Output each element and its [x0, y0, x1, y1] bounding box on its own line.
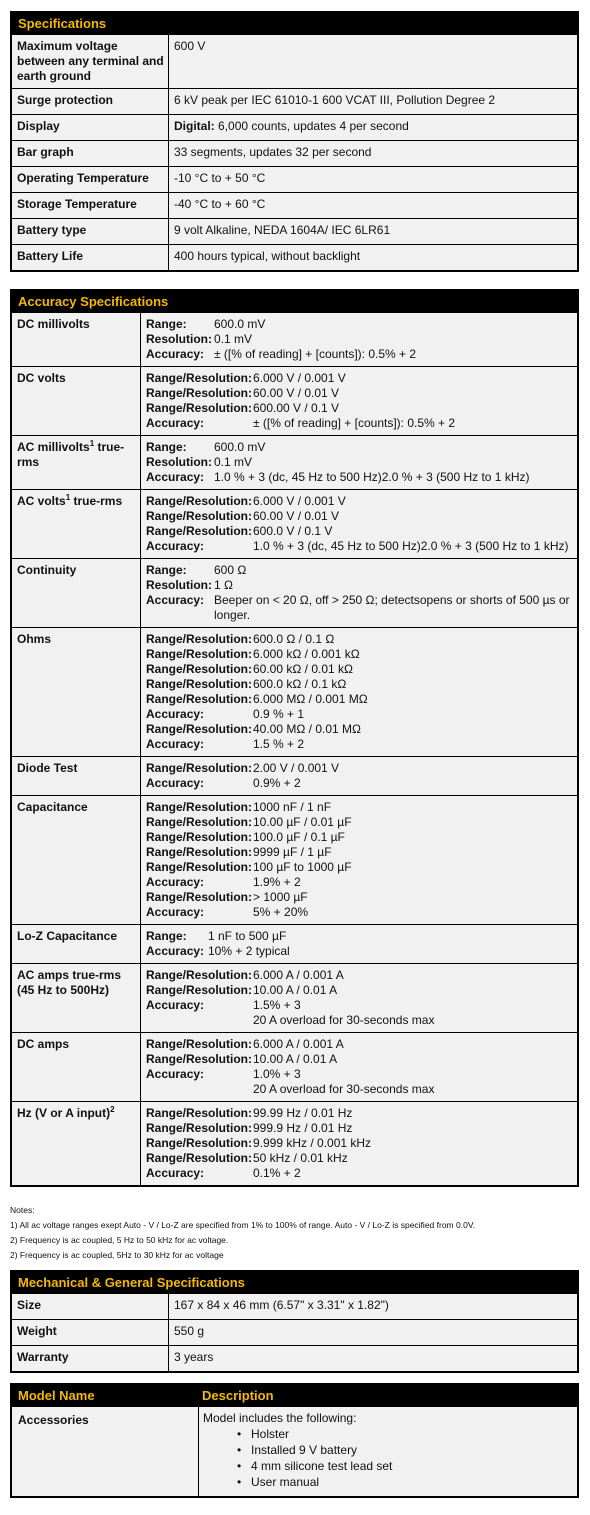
accuracy-key: Range/Resolution:	[146, 815, 253, 829]
accuracy-key	[146, 1082, 253, 1097]
accuracy-key: Range:	[146, 317, 187, 331]
accuracy-line	[146, 317, 572, 332]
accuracy-line	[146, 332, 572, 347]
spec-label: Operating Temperature	[12, 167, 169, 192]
accuracy-text: 600.00 V / 0.1 V	[253, 401, 340, 415]
accuracy-row	[12, 313, 577, 366]
accessories-intro: Model includes the following:	[203, 1411, 357, 1425]
mech-value: 167 x 84 x 46 mm (6.57" x 3.31" x 1.82")	[174, 1298, 389, 1312]
accuracy-line	[146, 998, 572, 1013]
accuracy-label-suffix: true-rms	[70, 494, 123, 508]
note-line: 2) Frequency is ac coupled, 5 Hz to 50 kHz for ac voltage.	[10, 1235, 229, 1245]
model-name-header: Model Name	[18, 1388, 95, 1403]
accuracy-row	[12, 627, 577, 756]
accuracy-text: 600 Ω	[214, 563, 247, 577]
accuracy-label-text: Capacitance	[17, 800, 88, 814]
accuracy-label	[12, 313, 141, 366]
accuracy-row	[12, 1032, 577, 1101]
accuracy-key	[146, 1013, 253, 1028]
accuracy-key: Accuracy:	[146, 539, 205, 553]
spec-value	[169, 35, 577, 88]
accuracy-value	[141, 1102, 577, 1185]
spec-row	[12, 244, 577, 270]
accuracy-value	[141, 757, 577, 795]
model-row	[12, 1407, 577, 1496]
spec-label: Bar graph	[12, 141, 169, 166]
accuracy-text: 100.0 µF / 0.1 µF	[253, 830, 345, 844]
accuracy-key: Range/Resolution:	[146, 1106, 253, 1120]
accuracy-key: Accuracy:	[146, 1067, 205, 1081]
accuracy-line	[146, 1067, 572, 1082]
accuracy-line	[146, 707, 572, 722]
accuracy-line	[146, 647, 572, 662]
accuracy-key: Range/Resolution:	[146, 662, 253, 676]
mech-row	[12, 1319, 577, 1345]
accuracy-text: 0.1% + 2	[253, 1166, 301, 1180]
accuracy-label-text: Lo-Z Capacitance	[17, 929, 118, 943]
accuracy-row	[12, 756, 577, 795]
accuracy-text: 0.1 mV	[214, 332, 253, 346]
accuracy-text: 600.0 mV	[214, 440, 266, 454]
accuracy-row	[12, 366, 577, 435]
mech-label: Size	[12, 1294, 169, 1319]
accuracy-row	[12, 795, 577, 924]
accuracy-text: 6.000 V / 0.001 V	[253, 371, 346, 385]
accuracy-line	[146, 815, 572, 830]
accessory-item: • Holster	[251, 1426, 573, 1442]
accuracy-label	[12, 1102, 141, 1185]
accuracy-line	[146, 845, 572, 860]
spec-value	[169, 245, 577, 270]
accuracy-line	[146, 1166, 572, 1181]
accuracy-key: Range/Resolution:	[146, 524, 253, 538]
mech-value: 550 g	[174, 1324, 205, 1338]
mech-label: Warranty	[12, 1346, 169, 1371]
accuracy-line	[146, 455, 572, 470]
mechanical-title: Mechanical & General Specifications	[12, 1272, 577, 1294]
accuracy-line	[146, 632, 572, 647]
accuracy-text: 0.9% + 2	[253, 776, 301, 790]
accuracy-label	[12, 628, 141, 756]
mech-row	[12, 1294, 577, 1319]
accuracy-text: 20 A overload for 30-seconds max	[253, 1082, 435, 1096]
spec-value	[169, 167, 577, 192]
accuracy-title: Accuracy Specifications	[12, 291, 577, 313]
accuracy-text: 600.0 Ω / 0.1 Ω	[253, 632, 335, 646]
accuracy-line	[146, 416, 572, 431]
accessories-description	[199, 1407, 577, 1496]
accuracy-line	[146, 494, 572, 509]
accuracy-value	[141, 1033, 577, 1101]
accuracy-key: Accuracy:	[146, 347, 205, 361]
accessory-item: • User manual	[251, 1474, 573, 1490]
accuracy-text: 20 A overload for 30-seconds max	[253, 1013, 435, 1027]
accuracy-text: 600.0 kΩ / 0.1 kΩ	[253, 677, 347, 691]
accuracy-label	[12, 796, 141, 924]
accuracy-key: Range/Resolution:	[146, 860, 253, 874]
accuracy-line	[146, 440, 572, 455]
accuracy-text: 6.000 V / 0.001 V	[253, 494, 346, 508]
accuracy-line	[146, 875, 572, 890]
accuracy-line	[146, 890, 572, 905]
note-line: Notes:	[10, 1205, 35, 1215]
accuracy-label	[12, 436, 141, 489]
footnote-ref: 2	[110, 1105, 115, 1114]
accuracy-label	[12, 1033, 141, 1101]
accuracy-key: Range/Resolution:	[146, 692, 253, 706]
accuracy-key: Accuracy:	[146, 470, 205, 484]
accuracy-key: Range/Resolution:	[146, 890, 253, 904]
accuracy-key: Range:	[146, 929, 187, 943]
accuracy-line	[146, 1052, 572, 1067]
accuracy-key: Range/Resolution:	[146, 830, 253, 844]
footnote-ref: 1	[65, 493, 71, 502]
accuracy-label-text: DC amps	[17, 1037, 70, 1051]
accuracy-line	[146, 830, 572, 845]
accuracy-text: 10.00 µF / 0.01 µF	[253, 815, 352, 829]
accuracy-line	[146, 860, 572, 875]
spec-value-text: -40 °C to + 60 °C	[174, 197, 266, 211]
spec-label: Display	[12, 115, 169, 140]
mech-row	[12, 1345, 577, 1371]
accuracy-row	[12, 963, 577, 1032]
accuracy-label-text: Diode Test	[17, 761, 78, 775]
accuracy-text: 10.00 A / 0.01 A	[253, 983, 338, 997]
accuracy-key: Range/Resolution:	[146, 494, 253, 508]
accuracy-label-text: AC amps true-rms (45 Hz to 500Hz)	[17, 968, 122, 997]
accuracy-text: 0.9 % + 1	[253, 707, 305, 721]
accuracy-text: 1 Ω	[214, 578, 233, 592]
spec-value	[169, 193, 577, 218]
mech-value: 3 years	[174, 1350, 214, 1364]
accuracy-table	[10, 289, 579, 1187]
spec-value-text: 6,000 counts, updates 4 per second	[218, 119, 409, 133]
accuracy-row	[12, 1101, 577, 1185]
accuracy-text: 99.99 Hz / 0.01 Hz	[253, 1106, 353, 1120]
accuracy-key: Range/Resolution:	[146, 401, 253, 415]
spec-value	[169, 141, 577, 166]
accuracy-value	[141, 796, 577, 924]
accuracy-label-text: Hz (V or A input)	[17, 1106, 111, 1120]
accuracy-key: Accuracy:	[146, 998, 205, 1012]
accuracy-text: 60.00 V / 0.01 V	[253, 509, 340, 523]
accuracy-value	[141, 628, 577, 756]
accuracy-line	[146, 578, 572, 593]
accuracy-line	[146, 983, 572, 998]
accuracy-key: Range:	[146, 563, 187, 577]
spec-value-text: -10 °C to + 50 °C	[174, 171, 266, 185]
accuracy-key: Resolution:	[146, 578, 212, 592]
spec-row	[12, 114, 577, 140]
accuracy-text: 1 nF to 500 µF	[208, 929, 287, 943]
accuracy-text: 6.000 A / 0.001 A	[253, 1037, 344, 1051]
accuracy-key: Accuracy:	[146, 593, 205, 607]
accessory-item: • 4 mm silicone test lead set	[251, 1458, 573, 1474]
accuracy-line	[146, 662, 572, 677]
accuracy-value	[141, 559, 577, 627]
accuracy-key: Range:	[146, 440, 187, 454]
accuracy-line	[146, 1082, 572, 1097]
accuracy-text: 40.00 MΩ / 0.01 MΩ	[253, 722, 361, 736]
model-header	[12, 1385, 577, 1407]
spec-row	[12, 140, 577, 166]
accuracy-line	[146, 677, 572, 692]
accuracy-text: 6.000 MΩ / 0.001 MΩ	[253, 692, 368, 706]
accuracy-row	[12, 435, 577, 489]
accuracy-line	[146, 539, 572, 554]
accuracy-label-suffix: true-rms	[17, 440, 125, 469]
spec-value-text: 33 segments, updates 32 per second	[174, 145, 372, 159]
accuracy-line	[146, 1037, 572, 1052]
accuracy-label	[12, 925, 141, 963]
accuracy-key: Range/Resolution:	[146, 1052, 253, 1066]
accuracy-value	[141, 964, 577, 1032]
accuracy-text: 6.000 kΩ / 0.001 kΩ	[253, 647, 360, 661]
spec-row	[12, 35, 577, 88]
accuracy-key: Range/Resolution:	[146, 761, 253, 775]
accuracy-text: 2.00 V / 0.001 V	[253, 761, 340, 775]
accuracy-line	[146, 1106, 572, 1121]
accuracy-text: 1.0 % + 3 (dc, 45 Hz to 500 Hz)2.0 % + 3 (500 Hz to 1 kHz)	[214, 470, 530, 484]
accuracy-value	[141, 313, 577, 366]
spec-label: Battery Life	[12, 245, 169, 270]
model-table	[10, 1383, 579, 1498]
accuracy-line	[146, 944, 572, 959]
accuracy-key: Range/Resolution:	[146, 632, 253, 646]
accuracy-key: Resolution:	[146, 455, 212, 469]
mech-label: Weight	[12, 1320, 169, 1345]
spec-value-text: 400 hours typical, without backlight	[174, 249, 361, 263]
accuracy-text: 10.00 A / 0.01 A	[253, 1052, 338, 1066]
accuracy-line	[146, 470, 572, 485]
accuracy-text: 0.1 mV	[214, 455, 253, 469]
accuracy-text: 1000 nF / 1 nF	[253, 800, 332, 814]
spec-label: Maximum voltage between any terminal and earth ground	[12, 35, 169, 88]
accuracy-label-text: AC volts	[17, 494, 66, 508]
accuracy-key: Resolution:	[146, 332, 212, 346]
accuracy-line	[146, 968, 572, 983]
specifications-table	[10, 11, 579, 272]
accuracy-text: ± ([% of reading] + [counts]): 0.5% + 2	[214, 347, 417, 361]
accuracy-key: Range/Resolution:	[146, 1037, 253, 1051]
accuracy-key: Range/Resolution:	[146, 1136, 253, 1150]
note-line: 1) All ac voltage ranges exept Auto - V / Lo-Z are specified from 1% to 100% of range. Auto - V / Lo-Z is specified from 0.0V.	[10, 1220, 476, 1230]
accuracy-label-text: Continuity	[17, 563, 77, 577]
accuracy-text: 10% + 2 typical	[208, 944, 290, 958]
spec-row	[12, 192, 577, 218]
spec-value-bold: Digital:	[174, 119, 215, 133]
note-line: 2) Frequency is ac coupled, 5Hz to 30 kHz for ac voltage	[10, 1250, 224, 1260]
accuracy-text: 50 kHz / 0.01 kHz	[253, 1151, 348, 1165]
accuracy-label-text: Ohms	[17, 632, 52, 646]
accuracy-text: 5% + 20%	[253, 905, 309, 919]
accuracy-line	[146, 692, 572, 707]
accuracy-line	[146, 401, 572, 416]
accuracy-line	[146, 347, 572, 362]
accuracy-line	[146, 524, 572, 539]
spec-row	[12, 88, 577, 114]
spec-value-text: 600 V	[174, 39, 206, 53]
accuracy-text: 1.9% + 2	[253, 875, 301, 889]
accuracy-text: 600.0 mV	[214, 317, 266, 331]
accuracy-key: Accuracy:	[146, 905, 205, 919]
accuracy-label	[12, 964, 141, 1032]
accuracy-value	[141, 367, 577, 435]
spec-value-text: 9 volt Alkaline, NEDA 1604A/ IEC 6LR61	[174, 223, 391, 237]
accuracy-line	[146, 1013, 572, 1028]
accuracy-label	[12, 559, 141, 627]
accuracy-key: Accuracy:	[146, 737, 205, 751]
accuracy-key: Range/Resolution:	[146, 1151, 253, 1165]
accuracy-key: Range/Resolution:	[146, 677, 253, 691]
accuracy-line	[146, 776, 572, 791]
accuracy-key: Accuracy:	[146, 776, 205, 790]
spec-value	[169, 115, 577, 140]
accuracy-value	[141, 436, 577, 489]
accuracy-text: 1.5% + 3	[253, 998, 301, 1012]
accuracy-text: 9.999 kHz / 0.001 kHz	[253, 1136, 372, 1150]
accuracy-text: 100 µF to 1000 µF	[253, 860, 352, 874]
accuracy-key: Accuracy:	[146, 1166, 205, 1180]
spec-label: Storage Temperature	[12, 193, 169, 218]
accuracy-value	[141, 925, 577, 963]
accuracy-key: Range/Resolution:	[146, 386, 253, 400]
accessories-label: Accessories	[12, 1407, 199, 1496]
accuracy-line	[146, 929, 572, 944]
accuracy-text: 60.00 V / 0.01 V	[253, 386, 340, 400]
accuracy-line	[146, 593, 572, 623]
accuracy-text: 1.0 % + 3 (dc, 45 Hz to 500 Hz)2.0 % + 3 (500 Hz to 1 kHz)	[253, 539, 569, 553]
spec-label: Battery type	[12, 219, 169, 244]
accuracy-key: Range/Resolution:	[146, 722, 253, 736]
accuracy-text: 9999 µF / 1 µF	[253, 845, 332, 859]
accuracy-key: Accuracy:	[146, 875, 205, 889]
accuracy-line	[146, 761, 572, 776]
mechanical-table	[10, 1270, 579, 1373]
accuracy-key: Range/Resolution:	[146, 1121, 253, 1135]
accuracy-line	[146, 905, 572, 920]
accuracy-text: 600.0 V / 0.1 V	[253, 524, 333, 538]
accuracy-key: Accuracy:	[146, 707, 205, 721]
accuracy-text: 1.0% + 3	[253, 1067, 301, 1081]
accessory-item: • Installed 9 V battery	[251, 1442, 573, 1458]
accuracy-text: 6.000 A / 0.001 A	[253, 968, 344, 982]
accuracy-line	[146, 1151, 572, 1166]
accuracy-row	[12, 924, 577, 963]
description-header: Description	[202, 1388, 274, 1403]
accuracy-text: > 1000 µF	[253, 890, 308, 904]
spec-value-text: 6 kV peak per IEC 61010-1 600 VCAT III, Pollution Degree 2	[174, 93, 496, 107]
accuracy-label	[12, 757, 141, 795]
accuracy-line	[146, 1136, 572, 1151]
accuracy-text: 60.00 kΩ / 0.01 kΩ	[253, 662, 353, 676]
accuracy-label-text: DC volts	[17, 371, 66, 385]
accuracy-line	[146, 563, 572, 578]
spec-row	[12, 166, 577, 192]
accuracy-row	[12, 558, 577, 627]
accuracy-line	[146, 800, 572, 815]
spec-value	[169, 89, 577, 114]
accuracy-key: Accuracy:	[146, 944, 205, 958]
accuracy-value	[141, 490, 577, 558]
accuracy-label-text: DC millivolts	[17, 317, 90, 331]
accuracy-line	[146, 737, 572, 752]
accuracy-key: Accuracy:	[146, 416, 205, 430]
accuracy-label-text: AC millivolts	[17, 440, 90, 454]
accuracy-key: Range/Resolution:	[146, 647, 253, 661]
accuracy-key: Range/Resolution:	[146, 983, 253, 997]
accuracy-text: Beeper on < 20 Ω, off > 250 Ω; detectsopens or shorts of 500 µs or longer.	[214, 593, 570, 622]
accuracy-label	[12, 367, 141, 435]
accuracy-line	[146, 509, 572, 524]
accuracy-label	[12, 490, 141, 558]
specifications-title: Specifications	[12, 13, 577, 35]
accuracy-line	[146, 371, 572, 386]
accuracy-line	[146, 722, 572, 737]
accuracy-text: 1.5 % + 2	[253, 737, 305, 751]
footnote-ref: 1	[89, 439, 95, 448]
spec-label: Surge protection	[12, 89, 169, 114]
accuracy-key: Range/Resolution:	[146, 371, 253, 385]
accuracy-key: Range/Resolution:	[146, 509, 253, 523]
accuracy-text: 999.9 Hz / 0.01 Hz	[253, 1121, 353, 1135]
accessories-list	[203, 1426, 573, 1490]
spec-row	[12, 218, 577, 244]
accuracy-line	[146, 1121, 572, 1136]
accuracy-key: Range/Resolution:	[146, 800, 253, 814]
accuracy-key: Range/Resolution:	[146, 968, 253, 982]
spec-value	[169, 219, 577, 244]
accuracy-key: Range/Resolution:	[146, 845, 253, 859]
notes	[10, 1203, 580, 1263]
accuracy-text: ± ([% of reading] + [counts]): 0.5% + 2	[253, 416, 456, 430]
accuracy-row	[12, 489, 577, 558]
accuracy-line	[146, 386, 572, 401]
